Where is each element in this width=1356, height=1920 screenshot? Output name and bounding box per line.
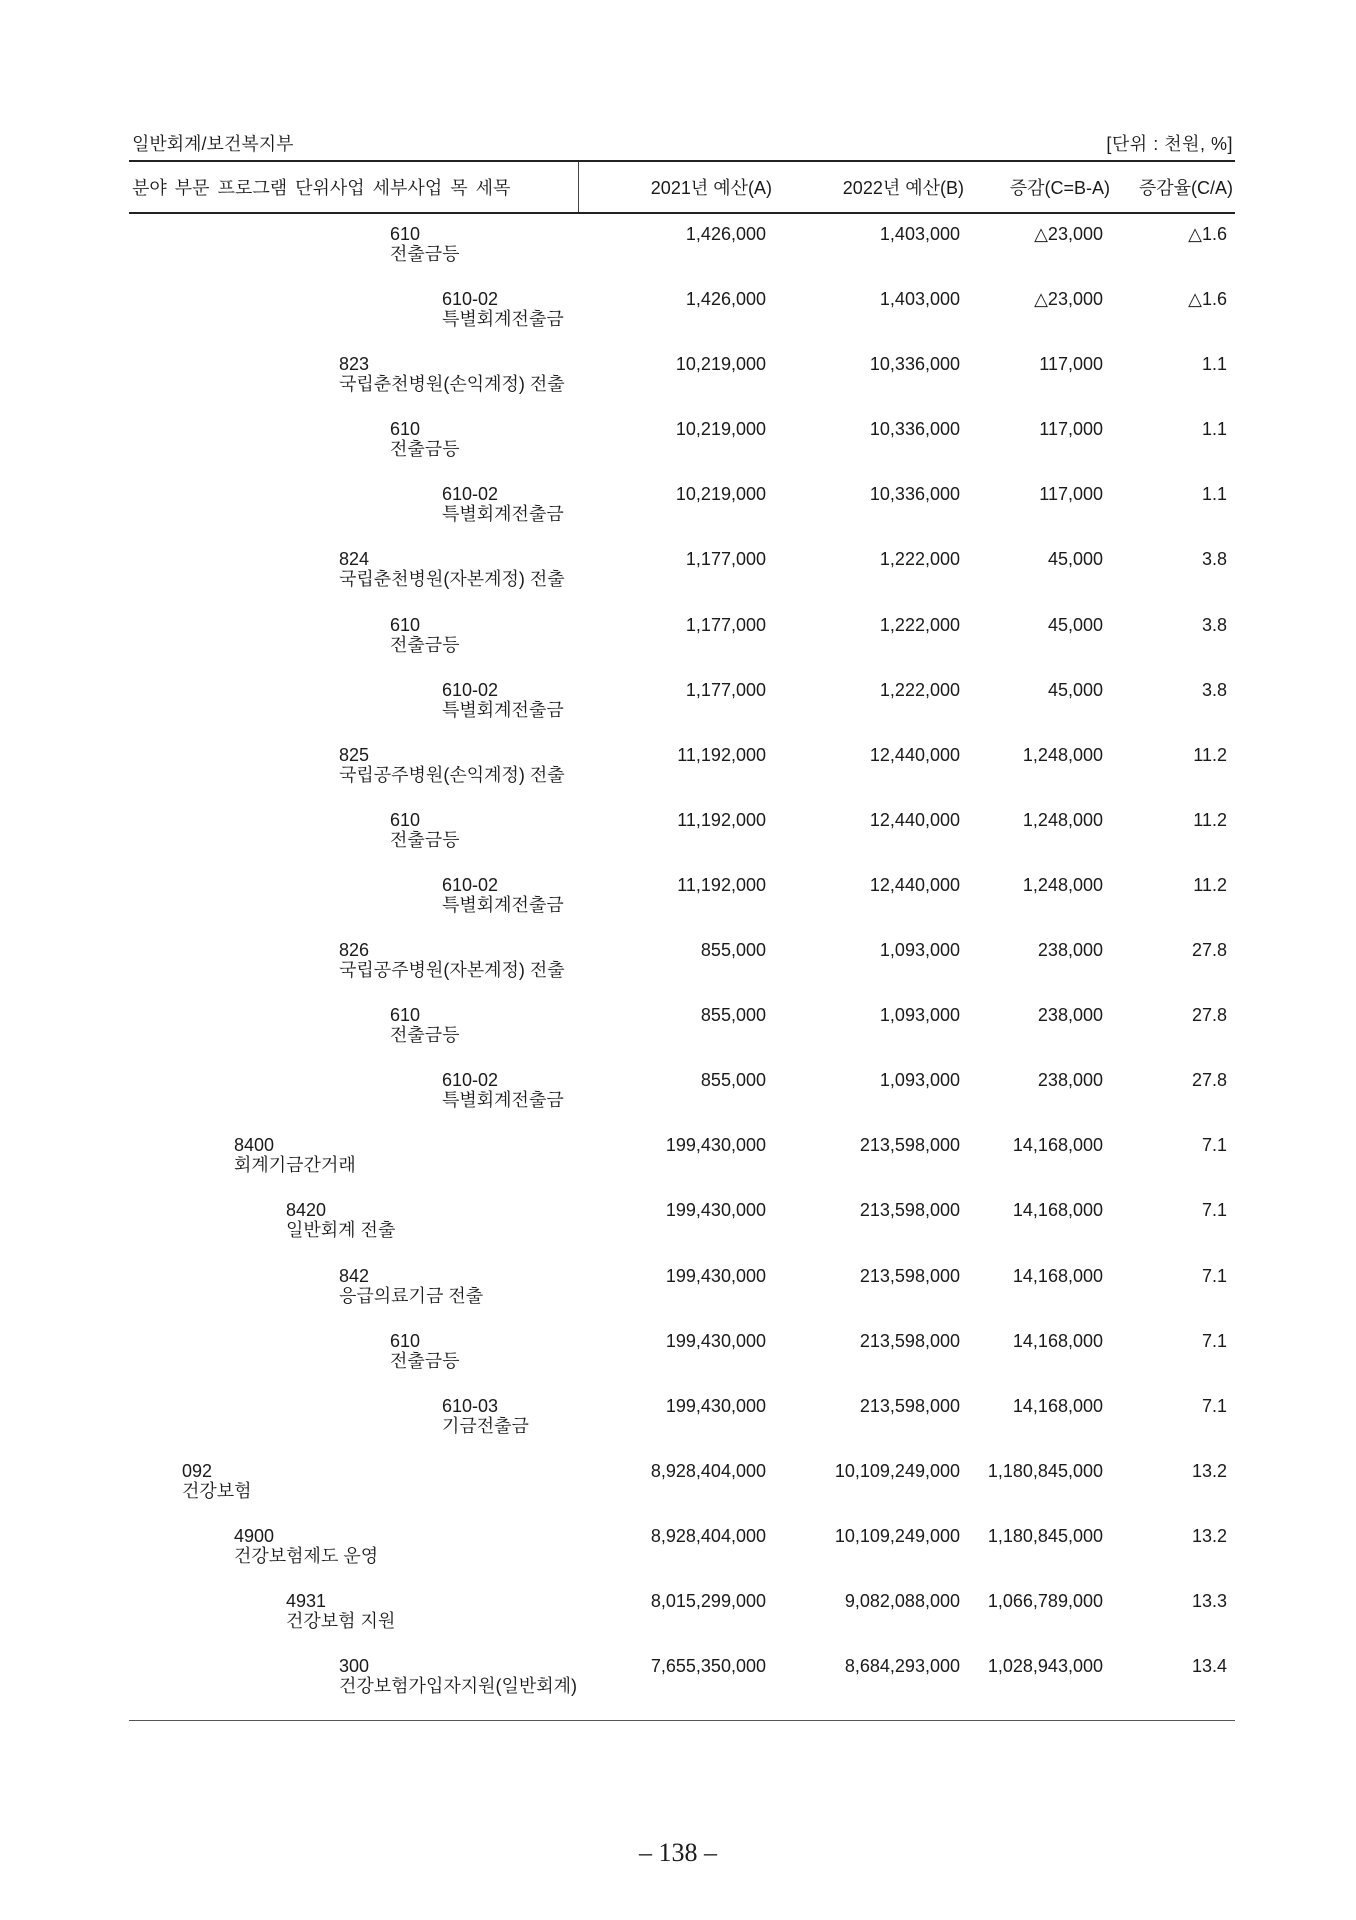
cell-change-rate: 1.1 <box>1201 484 1227 505</box>
cell-budget-2022: 9,082,088,000 <box>844 1590 960 1611</box>
table-row <box>0 289 1356 354</box>
table-row <box>0 354 1356 419</box>
column-header-budget-2021: 2021년 예산(A) <box>650 178 772 198</box>
cell-change: 14,168,000 <box>1012 1395 1103 1416</box>
cell-change-rate: 13.2 <box>1191 1460 1227 1481</box>
cell-change-rate: 13.3 <box>1191 1590 1227 1611</box>
cell-budget-2022: 10,336,000 <box>869 484 960 505</box>
row-name: 전출금등 <box>390 829 460 850</box>
table-bottom-rule <box>129 1720 1235 1721</box>
table-row <box>0 875 1356 940</box>
cell-change-rate: △1.6 <box>1188 224 1227 244</box>
row-code: 300 <box>339 1656 370 1677</box>
cell-budget-2021: 855,000 <box>700 1005 766 1026</box>
cell-change-rate: 7.1 <box>1201 1200 1227 1221</box>
column-header-change: 증감(C=B-A) <box>1009 178 1110 198</box>
row-code: 610-03 <box>442 1395 499 1416</box>
row-code: 610 <box>390 224 421 244</box>
cell-change: 14,168,000 <box>1012 1330 1103 1351</box>
cell-budget-2022: 12,440,000 <box>869 874 960 895</box>
cell-budget-2022: 1,222,000 <box>879 549 960 570</box>
row-name: 건강보험 <box>182 1480 252 1501</box>
row-name: 회계기금간거래 <box>234 1155 356 1176</box>
cell-budget-2021: 10,219,000 <box>675 419 766 440</box>
row-code: 8400 <box>234 1135 275 1156</box>
cell-change-rate: 27.8 <box>1191 940 1227 961</box>
cell-budget-2022: 12,440,000 <box>869 744 960 765</box>
cell-budget-2022: 1,093,000 <box>879 1070 960 1091</box>
document-title: 일반회계/보건복지부 <box>132 134 294 154</box>
column-header-budget-2022: 2022년 예산(B) <box>842 178 964 198</box>
cell-budget-2021: 8,928,404,000 <box>650 1460 766 1481</box>
cell-change: 14,168,000 <box>1012 1135 1103 1156</box>
table-row <box>0 224 1356 289</box>
row-name: 특별회계전출금 <box>442 1090 564 1111</box>
cell-budget-2021: 1,177,000 <box>685 614 766 635</box>
cell-budget-2022: 8,684,293,000 <box>844 1656 960 1677</box>
cell-budget-2021: 11,192,000 <box>677 744 766 765</box>
cell-budget-2021: 1,426,000 <box>685 224 766 244</box>
row-code: 610-02 <box>442 679 499 700</box>
cell-budget-2022: 10,109,249,000 <box>834 1460 960 1481</box>
cell-change: 45,000 <box>1047 549 1103 570</box>
table-row <box>0 1005 1356 1070</box>
cell-change: 1,028,943,000 <box>987 1656 1103 1677</box>
cell-change-rate: 3.8 <box>1201 614 1227 635</box>
row-name: 기금전출금 <box>442 1415 529 1436</box>
row-code: 610 <box>390 809 421 830</box>
table-row <box>0 1200 1356 1265</box>
table-row <box>0 1526 1356 1591</box>
table-header-rule <box>129 212 1235 214</box>
cell-budget-2022: 10,336,000 <box>869 419 960 440</box>
cell-budget-2021: 199,430,000 <box>665 1200 766 1221</box>
page-number: – 138 – <box>639 1838 717 1867</box>
cell-change-rate: 13.2 <box>1191 1525 1227 1546</box>
cell-change-rate: △1.6 <box>1188 289 1227 310</box>
cell-change-rate: 27.8 <box>1191 1005 1227 1026</box>
cell-budget-2021: 1,426,000 <box>685 289 766 310</box>
row-code: 610 <box>390 1005 421 1026</box>
cell-change: 1,248,000 <box>1022 744 1103 765</box>
cell-budget-2022: 10,109,249,000 <box>834 1525 960 1546</box>
cell-budget-2021: 11,192,000 <box>677 874 766 895</box>
cell-budget-2021: 199,430,000 <box>665 1395 766 1416</box>
cell-change-rate: 13.4 <box>1191 1656 1227 1677</box>
cell-change-rate: 3.8 <box>1201 549 1227 570</box>
cell-change: 1,180,845,000 <box>987 1460 1103 1481</box>
table-row <box>0 1135 1356 1200</box>
row-name: 건강보험제도 운영 <box>234 1545 379 1566</box>
cell-change-rate: 7.1 <box>1201 1395 1227 1416</box>
cell-change: 1,066,789,000 <box>987 1590 1103 1611</box>
cell-change-rate: 11.2 <box>1193 809 1227 830</box>
cell-budget-2022: 1,093,000 <box>879 1005 960 1026</box>
row-code: 4900 <box>234 1525 275 1546</box>
cell-change-rate: 7.1 <box>1201 1135 1227 1156</box>
row-name: 일반회계 전출 <box>286 1220 396 1241</box>
row-name: 전출금등 <box>390 439 460 460</box>
table-row <box>0 549 1356 614</box>
cell-change: 238,000 <box>1037 940 1103 961</box>
row-name: 국립공주병원(손익계정) 전출 <box>339 764 565 785</box>
header-column-divider <box>578 162 579 212</box>
row-name: 특별회계전출금 <box>442 504 564 525</box>
table-row <box>0 745 1356 810</box>
cell-change-rate: 1.1 <box>1201 354 1227 375</box>
table-row <box>0 1591 1356 1656</box>
row-name: 응급의료기금 전출 <box>339 1285 484 1306</box>
table-row <box>0 810 1356 875</box>
row-code: 610-02 <box>442 874 499 895</box>
cell-change: 14,168,000 <box>1012 1265 1103 1286</box>
cell-budget-2021: 1,177,000 <box>685 549 766 570</box>
table-row <box>0 1266 1356 1331</box>
row-name: 특별회계전출금 <box>442 309 564 330</box>
cell-budget-2022: 1,403,000 <box>879 289 960 310</box>
cell-budget-2021: 855,000 <box>700 940 766 961</box>
cell-change: △23,000 <box>1034 224 1103 244</box>
cell-change: 117,000 <box>1039 354 1103 375</box>
cell-budget-2022: 1,403,000 <box>879 224 960 244</box>
table-row <box>0 484 1356 549</box>
column-header-change-rate: 증감율(C/A) <box>1138 178 1233 198</box>
table-row <box>0 1461 1356 1526</box>
cell-budget-2021: 855,000 <box>700 1070 766 1091</box>
row-code: 610 <box>390 419 421 440</box>
row-code: 825 <box>339 744 370 765</box>
table-top-rule <box>129 160 1235 162</box>
row-code: 610-02 <box>442 1070 499 1091</box>
unit-label: [단위 : 천원, %] <box>1106 134 1233 154</box>
table-row <box>0 419 1356 484</box>
cell-budget-2022: 1,093,000 <box>879 940 960 961</box>
cell-budget-2022: 213,598,000 <box>859 1395 960 1416</box>
row-code: 4931 <box>286 1590 327 1611</box>
cell-budget-2021: 10,219,000 <box>675 354 766 375</box>
cell-budget-2022: 1,222,000 <box>879 679 960 700</box>
cell-budget-2021: 8,015,299,000 <box>650 1590 766 1611</box>
cell-change: 117,000 <box>1039 484 1103 505</box>
row-code: 826 <box>339 940 370 961</box>
row-code: 610-02 <box>442 484 499 505</box>
cell-budget-2022: 1,222,000 <box>879 614 960 635</box>
cell-change: 45,000 <box>1047 614 1103 635</box>
cell-budget-2021: 11,192,000 <box>677 809 766 830</box>
cell-budget-2021: 199,430,000 <box>665 1330 766 1351</box>
row-name: 전출금등 <box>390 1350 460 1371</box>
table-row <box>0 940 1356 1005</box>
cell-change: 1,248,000 <box>1022 874 1103 895</box>
cell-change: 238,000 <box>1037 1070 1103 1091</box>
cell-change-rate: 27.8 <box>1191 1070 1227 1091</box>
cell-change-rate: 1.1 <box>1201 419 1227 440</box>
cell-change: 45,000 <box>1047 679 1103 700</box>
cell-budget-2021: 10,219,000 <box>675 484 766 505</box>
table-row <box>0 1396 1356 1461</box>
table-row <box>0 1331 1356 1396</box>
row-name: 전출금등 <box>390 1025 460 1046</box>
row-name: 국립춘천병원(자본계정) 전출 <box>339 569 565 590</box>
cell-change: 117,000 <box>1039 419 1103 440</box>
cell-budget-2022: 12,440,000 <box>869 809 960 830</box>
row-code: 842 <box>339 1265 370 1286</box>
cell-budget-2022: 10,336,000 <box>869 354 960 375</box>
cell-budget-2021: 7,655,350,000 <box>650 1656 766 1677</box>
cell-change: 238,000 <box>1037 1005 1103 1026</box>
cell-change-rate: 11.2 <box>1193 744 1227 765</box>
table-row <box>0 615 1356 680</box>
cell-budget-2021: 1,177,000 <box>685 679 766 700</box>
row-name: 전출금등 <box>390 244 460 264</box>
cell-change-rate: 3.8 <box>1201 679 1227 700</box>
cell-budget-2021: 199,430,000 <box>665 1135 766 1156</box>
cell-change: 1,180,845,000 <box>987 1525 1103 1546</box>
cell-change-rate: 11.2 <box>1193 874 1227 895</box>
row-code: 824 <box>339 549 370 570</box>
row-code: 8420 <box>286 1200 327 1221</box>
row-code: 610 <box>390 614 421 635</box>
row-code: 610 <box>390 1330 421 1351</box>
row-name: 특별회계전출금 <box>442 894 564 915</box>
cell-budget-2022: 213,598,000 <box>859 1200 960 1221</box>
cell-change: 1,248,000 <box>1022 809 1103 830</box>
cell-change-rate: 7.1 <box>1201 1330 1227 1351</box>
cell-budget-2022: 213,598,000 <box>859 1265 960 1286</box>
row-code: 823 <box>339 354 370 375</box>
row-code: 610-02 <box>442 289 499 310</box>
cell-change: △23,000 <box>1034 289 1103 310</box>
cell-budget-2022: 213,598,000 <box>859 1135 960 1156</box>
cell-budget-2022: 213,598,000 <box>859 1330 960 1351</box>
row-name: 건강보험 지원 <box>286 1610 396 1631</box>
cell-change-rate: 7.1 <box>1201 1265 1227 1286</box>
row-name: 전출금등 <box>390 634 460 655</box>
column-header-classification: 분야 부문 프로그램 단위사업 세부사업 목 세목 <box>132 178 511 198</box>
row-name: 건강보험가입자지원(일반회계) <box>339 1676 578 1697</box>
cell-budget-2021: 199,430,000 <box>665 1265 766 1286</box>
row-name: 국립춘천병원(손익계정) 전출 <box>339 374 565 395</box>
table-row <box>0 1070 1356 1135</box>
row-name: 국립공주병원(자본계정) 전출 <box>339 960 565 981</box>
cell-change: 14,168,000 <box>1012 1200 1103 1221</box>
table-row <box>0 1656 1356 1721</box>
row-code: 092 <box>182 1460 213 1481</box>
table-row <box>0 680 1356 745</box>
row-name: 특별회계전출금 <box>442 699 564 720</box>
budget-table-body <box>0 224 1356 1721</box>
cell-budget-2021: 8,928,404,000 <box>650 1525 766 1546</box>
